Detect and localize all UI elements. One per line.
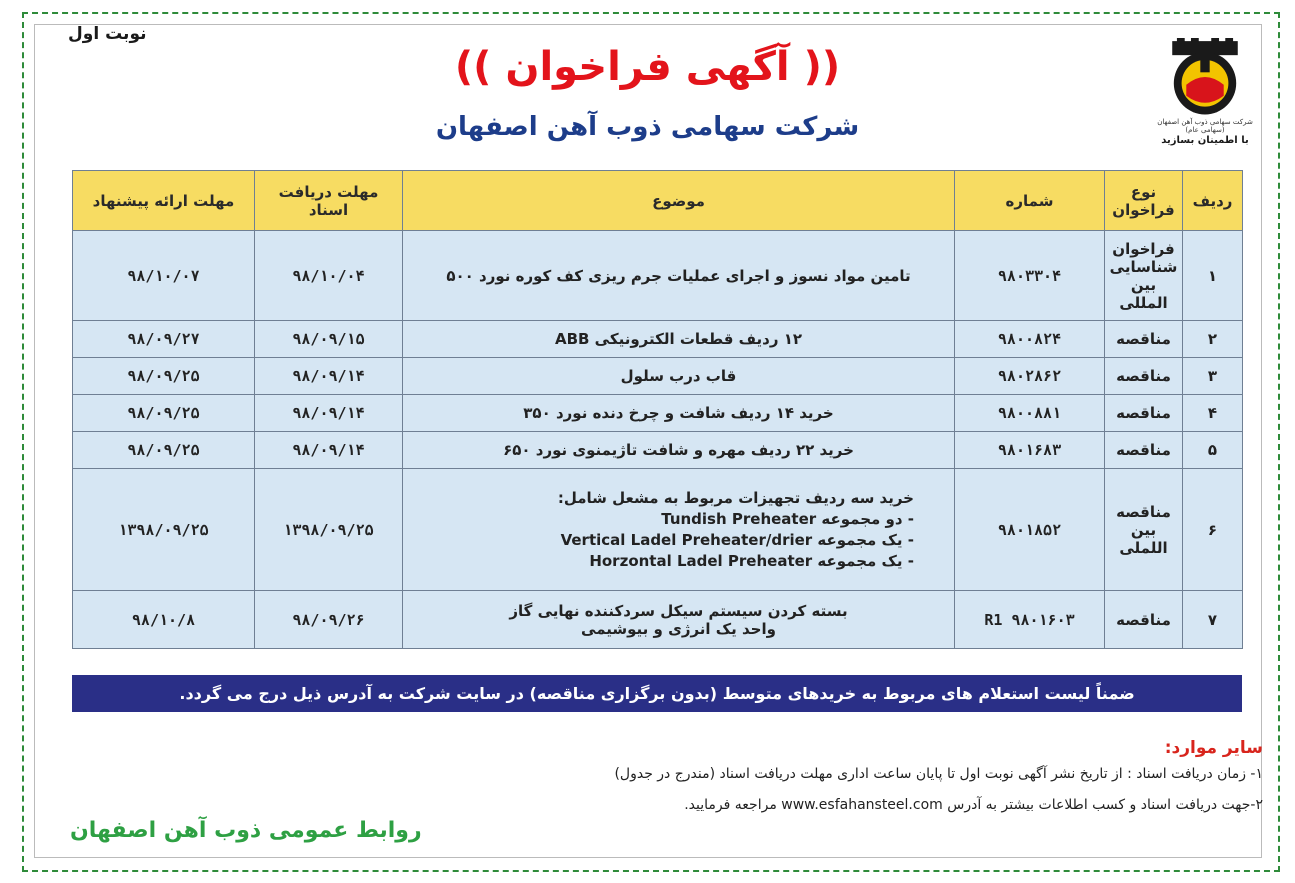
table-row bbox=[73, 432, 1243, 469]
cell-number: ۹۸۰۱۸۵۲ bbox=[955, 469, 1105, 591]
logo-slogan: با اطمینان بسازید bbox=[1161, 135, 1249, 146]
cell-offer-deadline: ۹۸/۱۰/۰۷ bbox=[73, 231, 255, 321]
cell-number: ۹۸۰۱۶۸۳ bbox=[955, 432, 1105, 469]
cell-row-number: ۳ bbox=[1183, 358, 1243, 395]
table-row bbox=[73, 591, 1243, 649]
cell-row-number: ۱ bbox=[1183, 231, 1243, 321]
table-row bbox=[73, 395, 1243, 432]
cell-row-number: ۷ bbox=[1183, 591, 1243, 649]
cell-doc-deadline: ۹۸/۰۹/۲۶ bbox=[255, 591, 403, 649]
header-row-number: ردیف bbox=[1183, 171, 1243, 231]
subject-line: - یک مجموعه Vertical Ladel Preheater/drier bbox=[560, 530, 914, 549]
cell-row-number: ۶ bbox=[1183, 469, 1243, 591]
other-item: ۲-جهت دریافت اسناد و کسب اطلاعات بیشتر به آدرس www.esfahansteel.com مراجعه فرمایید. bbox=[684, 797, 1263, 813]
cell-offer-deadline: ۹۸/۰۹/۲۵ bbox=[73, 395, 255, 432]
cell-doc-deadline: ۹۸/۰۹/۱۵ bbox=[255, 321, 403, 358]
subject-line: بسته کردن سیستم سیکل سردکننده نهایی گاز bbox=[509, 601, 848, 620]
subject-line: خرید سه ردیف تجهیزات مربوط به مشعل شامل: bbox=[557, 488, 914, 507]
note-banner: ضمناً لیست استعلام های مربوط به خریدهای متوسط (بدون برگزاری مناقصه) در سایت شرکت به آدرس ذیل درج می گردد. bbox=[72, 675, 1242, 712]
cell-type: مناقصه bbox=[1105, 395, 1183, 432]
cell-subject bbox=[403, 591, 955, 649]
cell-type: مناقصه bbox=[1105, 432, 1183, 469]
cell-type: فراخوان شناسایی بین المللی bbox=[1105, 231, 1183, 321]
cell-doc-deadline: ۹۸/۱۰/۰۴ bbox=[255, 231, 403, 321]
cell-offer-deadline: ۹۸/۰۹/۲۷ bbox=[73, 321, 255, 358]
logo-caption: شرکت سهامی ذوب آهن اصفهان (سهامی عام) bbox=[1157, 118, 1253, 134]
cell-subject: قاب درب سلول bbox=[403, 358, 955, 395]
cell-subject: ۱۲ ردیف قطعات الکترونیکی ABB bbox=[403, 321, 955, 358]
header-number: شماره bbox=[955, 171, 1105, 231]
cell-offer-deadline: ۹۸/۰۹/۲۵ bbox=[73, 432, 255, 469]
table-row bbox=[73, 358, 1243, 395]
cell-row-number: ۲ bbox=[1183, 321, 1243, 358]
esfahan-steel-logo-icon bbox=[1166, 38, 1244, 116]
table-row bbox=[73, 469, 1243, 591]
cell-subject: تامین مواد نسوز و اجرای عملیات جرم ریزی کف کوره نورد ۵۰۰ bbox=[403, 231, 955, 321]
public-relations-signature: روابط عمومی ذوب آهن اصفهان bbox=[70, 818, 422, 843]
other-item: ۱- زمان دریافت اسناد : از تاریخ نشر آگهی نوبت اول تا پایان ساعت اداری مهلت دریافت اسناد (مندرج در جدول) bbox=[614, 766, 1263, 782]
table-header-row bbox=[73, 171, 1243, 231]
tenders-table bbox=[72, 170, 1243, 649]
cell-type: مناقصه بین اللملی bbox=[1105, 469, 1183, 591]
cell-doc-deadline: ۱۳۹۸/۰۹/۲۵ bbox=[255, 469, 403, 591]
subject-line: واحد یک انرژی و بیوشیمی bbox=[581, 619, 776, 638]
subject-line: - دو مجموعه Tundish Preheater bbox=[661, 509, 914, 528]
company-logo bbox=[1150, 38, 1260, 158]
header-offer-deadline: مهلت ارائه پیشنهاد bbox=[73, 171, 255, 231]
cell-doc-deadline: ۹۸/۰۹/۱۴ bbox=[255, 432, 403, 469]
header-doc-deadline: مهلت دریافت اسناد bbox=[255, 171, 403, 231]
cell-type: مناقصه bbox=[1105, 321, 1183, 358]
cell-offer-deadline: ۹۸/۱۰/۸ bbox=[73, 591, 255, 649]
cell-row-number: ۵ bbox=[1183, 432, 1243, 469]
cell-offer-deadline: ۹۸/۰۹/۲۵ bbox=[73, 358, 255, 395]
cell-doc-deadline: ۹۸/۰۹/۱۴ bbox=[255, 395, 403, 432]
cell-offer-deadline: ۱۳۹۸/۰۹/۲۵ bbox=[73, 469, 255, 591]
table-row bbox=[73, 321, 1243, 358]
cell-number: ۹۸۰۰۸۲۴ bbox=[955, 321, 1105, 358]
header-type: نوع فراخوان bbox=[1105, 171, 1183, 231]
cell-subject bbox=[403, 469, 955, 591]
cell-number: ۹۸۰۳۳۰۴ bbox=[955, 231, 1105, 321]
subject-line: - یک مجموعه Horzontal Ladel Preheater bbox=[589, 551, 914, 570]
notice-round-label: نوبت اول bbox=[68, 24, 147, 44]
header-subject: موضوع bbox=[403, 171, 955, 231]
cell-row-number: ۴ bbox=[1183, 395, 1243, 432]
table-row bbox=[73, 231, 1243, 321]
cell-number: ۹۸۰۲۸۶۲ bbox=[955, 358, 1105, 395]
cell-doc-deadline: ۹۸/۰۹/۱۴ bbox=[255, 358, 403, 395]
cell-type: مناقصه bbox=[1105, 591, 1183, 649]
cell-subject: خرید ۱۴ ردیف شافت و چرخ دنده نورد ۳۵۰ bbox=[403, 395, 955, 432]
cell-type: مناقصه bbox=[1105, 358, 1183, 395]
cell-subject: خرید ۲۲ ردیف مهره و شافت تاژیمنوی نورد ۶۵۰ bbox=[403, 432, 955, 469]
other-items-title: سایر موارد: bbox=[1164, 738, 1263, 758]
company-name: شرکت سهامی ذوب آهن اصفهان bbox=[435, 112, 860, 142]
page-title: (( آگهی فراخوان )) bbox=[454, 44, 841, 90]
cell-number: ۹۸۰۰۸۸۱ bbox=[955, 395, 1105, 432]
cell-number: R1 ۹۸۰۱۶۰۳ bbox=[955, 591, 1105, 649]
